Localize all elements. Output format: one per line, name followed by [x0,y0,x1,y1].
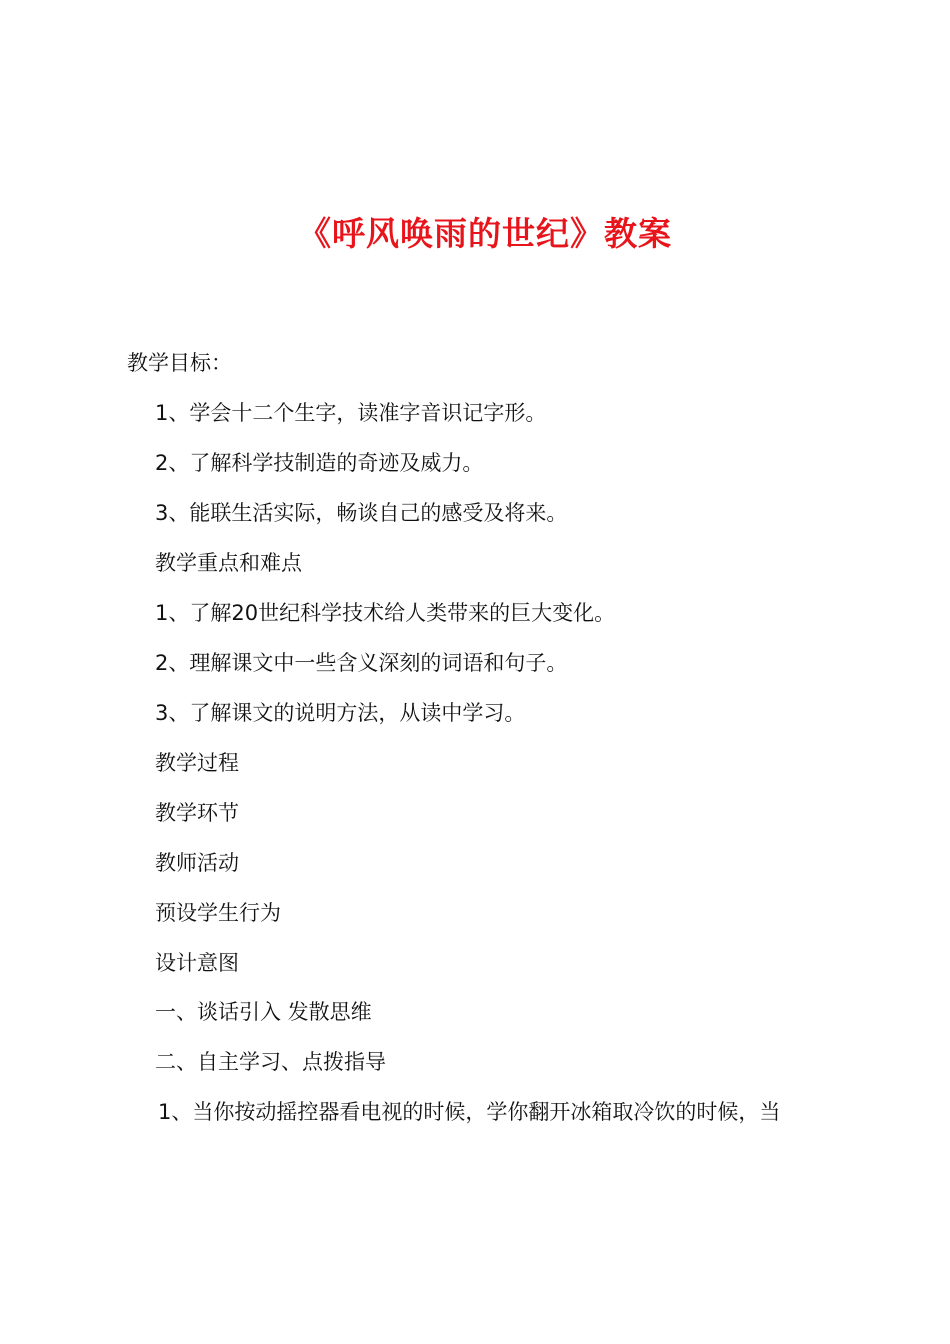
body-paragraph-line: 1、当你按动摇控器看电视的时候，学你翻开冰箱取冷饮的时候，当 [158,1100,781,1124]
process-column-teacher: 教师活动 [155,851,239,875]
document-title: 《呼风唤雨的世纪》教案 [298,214,672,253]
section-heading-process: 教学过程 [155,751,239,775]
objective-item-3: 3、能联生活实际，畅谈自己的感受及将来。 [155,501,568,525]
key-point-item-2: 2、理解课文中一些含义深刻的词语和句子。 [155,651,568,675]
objective-item-2: 2、了解科学技制造的奇迹及威力。 [155,451,484,475]
process-step-2: 二、自主学习、点拨指导 [155,1050,386,1074]
objective-item-1: 1、学会十二个生字，读准字音识记字形。 [155,401,547,425]
process-step-1: 一、谈话引入 发散思维 [155,1000,372,1024]
key-point-item-1: 1、了解20世纪科学技术给人类带来的巨大变化。 [155,601,616,625]
process-column-stage: 教学环节 [155,801,239,825]
section-heading-key-points: 教学重点和难点 [155,551,302,575]
section-heading-objectives: 教学目标： [127,351,232,375]
key-point-item-3: 3、了解课文的说明方法，从读中学习。 [155,701,526,725]
process-column-student: 预设学生行为 [155,901,281,925]
process-column-intent: 设计意图 [155,951,239,975]
